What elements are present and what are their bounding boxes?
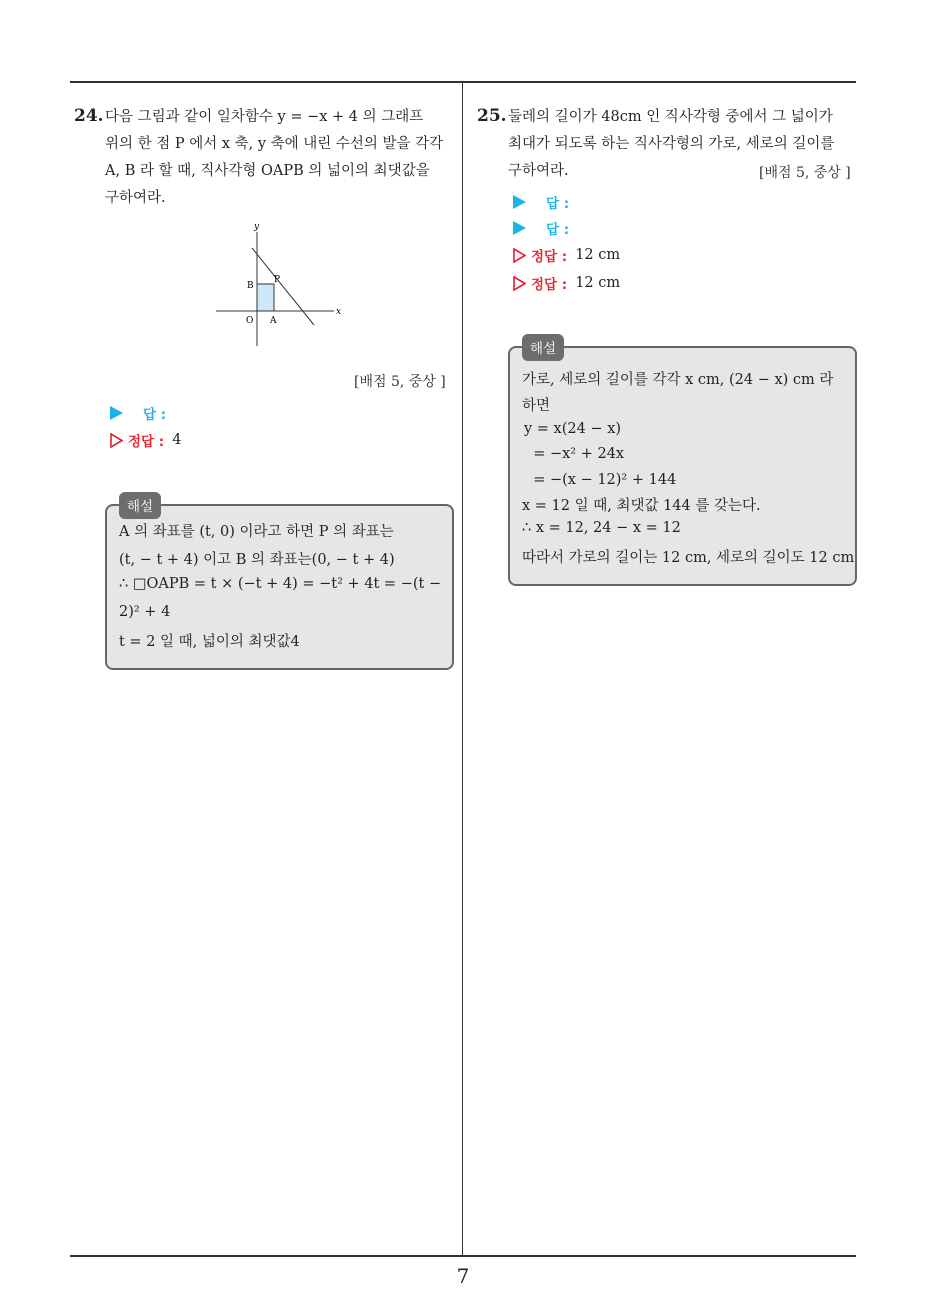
correct-arrow-icon	[513, 276, 526, 291]
solution-line: x = 12 일 때, 최댓값 144 를 갖는다.	[522, 498, 761, 514]
correct-arrow-icon	[513, 248, 526, 263]
correct-value: 12 cm	[575, 275, 621, 291]
correct-value: 4	[172, 432, 182, 448]
correct-label: 정답 :	[531, 277, 568, 293]
question-24	[74, 106, 456, 676]
correct-label: 정답 :	[531, 249, 568, 265]
score-label: [배점 5, 중상 ]	[759, 165, 851, 181]
label-y: y	[254, 222, 260, 232]
label-b: B	[247, 281, 254, 291]
solution-line: 2)² + 4	[119, 604, 171, 620]
question-text-line: 구하여라.	[508, 163, 569, 179]
rectangle-oapb	[257, 284, 274, 311]
answer-arrow-icon	[513, 221, 526, 235]
solution-line: ∴ x = 12, 24 − x = 12	[522, 520, 681, 536]
label-o: O	[246, 316, 254, 326]
question-text-line: 구하여라.	[105, 190, 166, 206]
correct-answer-line	[513, 273, 620, 293]
solution-box	[508, 341, 857, 586]
solution-tag: 해설	[119, 492, 161, 519]
question-text-line: 둘레의 길이가 48cm 인 직사각형 중에서 그 넓이가	[508, 109, 833, 125]
solution-line: = −x² + 24x	[524, 446, 625, 462]
solution-line: (t, − t + 4) 이고 B 의 좌표는(0, − t + 4)	[119, 552, 395, 568]
correct-label: 정답 :	[128, 434, 165, 450]
solution-line: 따라서 가로의 길이는 12 cm, 세로의 길이도 12 cm	[522, 550, 855, 566]
bottom-rule	[70, 1255, 856, 1257]
question-number: 24.	[74, 106, 104, 126]
solution-line: A 의 좌표를 (t, 0) 이라고 하면 P 의 좌표는	[119, 524, 394, 540]
question-number: 25.	[477, 106, 507, 126]
solution-line: t = 2 일 때, 넓이의 최댓값4	[119, 634, 300, 650]
correct-answer-line	[110, 430, 181, 450]
solution-box	[105, 499, 454, 670]
graph-figure	[214, 220, 349, 352]
question-text-line: 위의 한 점 P 에서 x 축, y 축에 내린 수선의 발을 각각	[105, 136, 444, 152]
label-x: x	[336, 307, 342, 317]
answer-line	[110, 403, 166, 423]
answer-arrow-icon	[110, 406, 123, 420]
page-number: 7	[456, 1264, 470, 1288]
solution-line: ∴ □OAPB = t × (−t + 4) = −t² + 4t = −(t −	[119, 576, 442, 592]
solution-line: 하면	[522, 398, 551, 414]
answer-label: 답 :	[143, 407, 167, 423]
question-text	[105, 104, 457, 212]
solution-line: 가로, 세로의 길이를 각각 x cm, (24 − x) cm 라	[522, 372, 834, 388]
correct-arrow-icon	[110, 433, 123, 448]
correct-value: 12 cm	[575, 247, 621, 263]
answer-line	[513, 218, 569, 238]
answer-label: 답 :	[546, 222, 570, 238]
answer-arrow-icon	[513, 195, 526, 209]
solution-line: = −(x − 12)² + 144	[524, 472, 677, 488]
solution-line: y = x(24 − x)	[524, 421, 622, 437]
question-text-line: A, B 라 할 때, 직사각형 OAPB 의 넓이의 최댓값을	[105, 163, 430, 179]
label-p: P	[274, 275, 281, 285]
answer-line	[513, 192, 569, 212]
column-divider	[462, 82, 463, 1255]
score-label: [배점 5, 중상 ]	[354, 374, 446, 390]
question-text-line: 최대가 되도록 하는 직사각형의 가로, 세로의 길이를	[508, 136, 835, 152]
answer-label: 답 :	[546, 196, 570, 212]
label-a: A	[270, 316, 277, 326]
solution-tag: 해설	[522, 334, 564, 361]
question-text-line: 다음 그림과 같이 일차함수 y = −x + 4 의 그래프	[105, 109, 424, 125]
question-25	[477, 106, 859, 586]
correct-answer-line	[513, 245, 620, 265]
top-rule	[70, 81, 856, 83]
